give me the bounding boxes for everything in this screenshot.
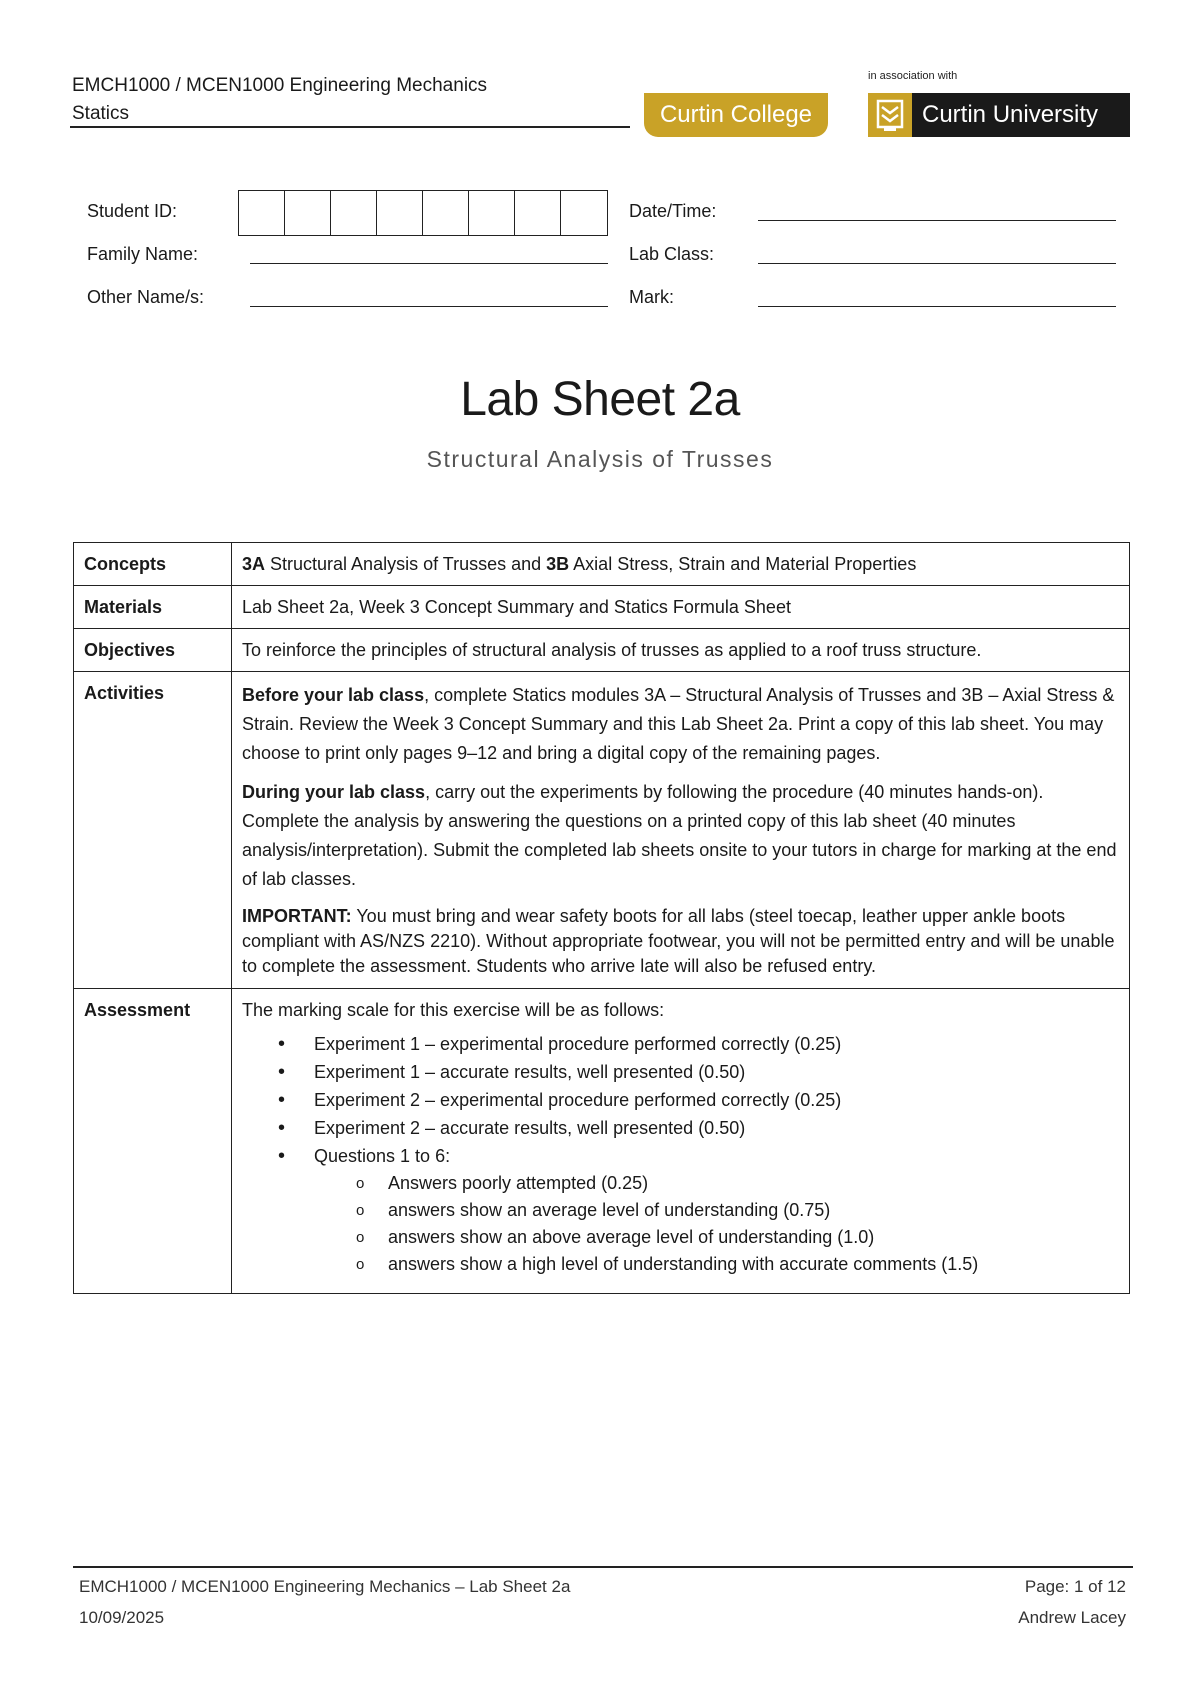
student-id-label: Student ID: xyxy=(87,201,178,221)
important-heading: IMPORTANT: xyxy=(242,906,352,926)
table-row-materials xyxy=(74,586,1130,629)
table-row-concepts xyxy=(74,543,1130,586)
course-title xyxy=(72,72,487,128)
list-item xyxy=(314,1142,1120,1278)
student-id-digit-box[interactable] xyxy=(561,191,607,235)
questions-item-text: Questions 1 to 6: xyxy=(314,1146,451,1166)
footer-rule xyxy=(73,1566,1133,1568)
student-id-digit-box[interactable] xyxy=(285,191,331,235)
activities-label: Activities xyxy=(74,672,232,989)
footer-page-number: Page: 1 of 12 xyxy=(1024,1577,1126,1596)
important-text: You must bring and wear safety boots for all labs (steel toecap, leather upper ankle boots compliant with AS/NZS 2210). Without appropriate footwear, you will not be permitted entry and will be unable to complete the assessment. Students who arrive late will also be refused entry. xyxy=(242,906,1115,976)
list-item: • Experiment 2 – accurate results, well presented (0.50) xyxy=(314,1114,1120,1142)
page-subtitle: Structural Analysis of Trusses xyxy=(426,446,774,472)
assessment-label: Assessment xyxy=(74,989,232,1294)
header-rule xyxy=(70,126,630,128)
footer-author: Andrew Lacey xyxy=(1018,1608,1126,1627)
course-line-1: EMCH1000 / MCEN1000 Engineering Mechanics xyxy=(72,75,488,96)
table-row-objectives xyxy=(74,629,1130,672)
concept-3a: 3A xyxy=(242,554,266,574)
table-row-assessment xyxy=(74,989,1130,1294)
date-time-field[interactable] xyxy=(758,220,1116,221)
other-names-label: Other Name/s: xyxy=(87,287,205,307)
course-line-2: Statics xyxy=(72,103,130,124)
important-paragraph xyxy=(242,904,1120,979)
list-item: • Experiment 2 – experimental procedure performed correctly (0.25) xyxy=(314,1086,1120,1114)
other-names-field[interactable] xyxy=(250,306,608,307)
materials-value: Lab Sheet 2a, Week 3 Concept Summary and Statics Formula Sheet xyxy=(232,586,1130,629)
curtin-university-logo-text: Curtin University xyxy=(922,101,1099,128)
lab-class-field[interactable] xyxy=(758,263,1116,264)
concepts-end: Axial Stress, Strain and Material Properties xyxy=(569,554,917,574)
student-id-digit-box[interactable] xyxy=(515,191,561,235)
student-id-digit-box[interactable] xyxy=(239,191,285,235)
activities-value xyxy=(232,672,1130,989)
date-time-label: Date/Time: xyxy=(629,201,717,221)
list-item: o answers show a high level of understanding with accurate comments (1.5) xyxy=(388,1251,1120,1278)
lab-info-table xyxy=(73,542,1130,1294)
curtin-college-logo xyxy=(644,93,828,137)
student-id-digit-box[interactable] xyxy=(423,191,469,235)
objectives-label: Objectives xyxy=(74,629,232,672)
concept-3b: 3B xyxy=(546,554,570,574)
mark-field[interactable] xyxy=(758,306,1116,307)
concepts-label: Concepts xyxy=(74,543,232,586)
during-lab-text: , carry out the experiments by following the procedure (40 minutes hands-on). Complete the analysis by answering the questions on a printed copy of this lab sheet (40 minutes analysis/interpretation). Submit the completed lab sheets onsite to your tutors in charge for marking at the end of lab classes. xyxy=(242,782,1117,889)
list-item: o answers show an average level of understanding (0.75) xyxy=(388,1197,1120,1224)
assessment-intro: The marking scale for this exercise will be as follows: xyxy=(242,1000,665,1020)
before-lab-text: , complete Statics modules 3A – Structural Analysis of Trusses and 3B – Axial Stress & Strain. Review the Week 3 Concept Summary and this Lab Sheet 2a. Print a copy of this lab sheet. You may choose to print only pages 9–12 and bring a digital copy of the remaining pages. xyxy=(242,685,1115,763)
mark-label: Mark: xyxy=(629,287,674,307)
student-id-boxes[interactable] xyxy=(238,190,608,236)
student-id-digit-box[interactable] xyxy=(377,191,423,235)
footer-date: 10/09/2025 xyxy=(79,1608,165,1627)
assessment-value xyxy=(232,989,1130,1294)
before-lab-paragraph xyxy=(242,681,1120,768)
footer-course: EMCH1000 / MCEN1000 Engineering Mechanics – Lab Sheet 2a xyxy=(79,1577,571,1596)
page-title: Lab Sheet 2a xyxy=(460,373,740,426)
curtin-college-logo-text: Curtin College xyxy=(659,101,813,128)
table-row-activities xyxy=(74,672,1130,989)
student-id-digit-box[interactable] xyxy=(469,191,515,235)
list-item: • Experiment 1 – experimental procedure performed correctly (0.25) xyxy=(314,1030,1120,1058)
family-name-field[interactable] xyxy=(250,263,608,264)
before-lab-heading: Before your lab class xyxy=(242,685,425,705)
assessment-list xyxy=(242,1030,1120,1278)
questions-sub-list xyxy=(314,1170,1120,1278)
list-item: o Answers poorly attempted (0.25) xyxy=(388,1170,1120,1197)
university-crest-icon xyxy=(868,93,912,137)
student-id-digit-box[interactable] xyxy=(331,191,377,235)
family-name-label: Family Name: xyxy=(87,244,199,264)
curtin-university-logo xyxy=(868,93,1130,137)
association-text: in association with xyxy=(868,70,958,82)
objectives-value: To reinforce the principles of structural analysis of trusses as applied to a roof truss structure. xyxy=(232,629,1130,672)
during-lab-paragraph xyxy=(242,778,1120,894)
materials-label: Materials xyxy=(74,586,232,629)
list-item: o answers show an above average level of understanding (1.0) xyxy=(388,1224,1120,1251)
list-item: • Experiment 1 – accurate results, well presented (0.50) xyxy=(314,1058,1120,1086)
lab-class-label: Lab Class: xyxy=(629,244,715,264)
during-lab-heading: During your lab class xyxy=(242,782,426,802)
concepts-mid: Structural Analysis of Trusses and xyxy=(265,554,547,574)
concepts-value xyxy=(232,543,1130,586)
